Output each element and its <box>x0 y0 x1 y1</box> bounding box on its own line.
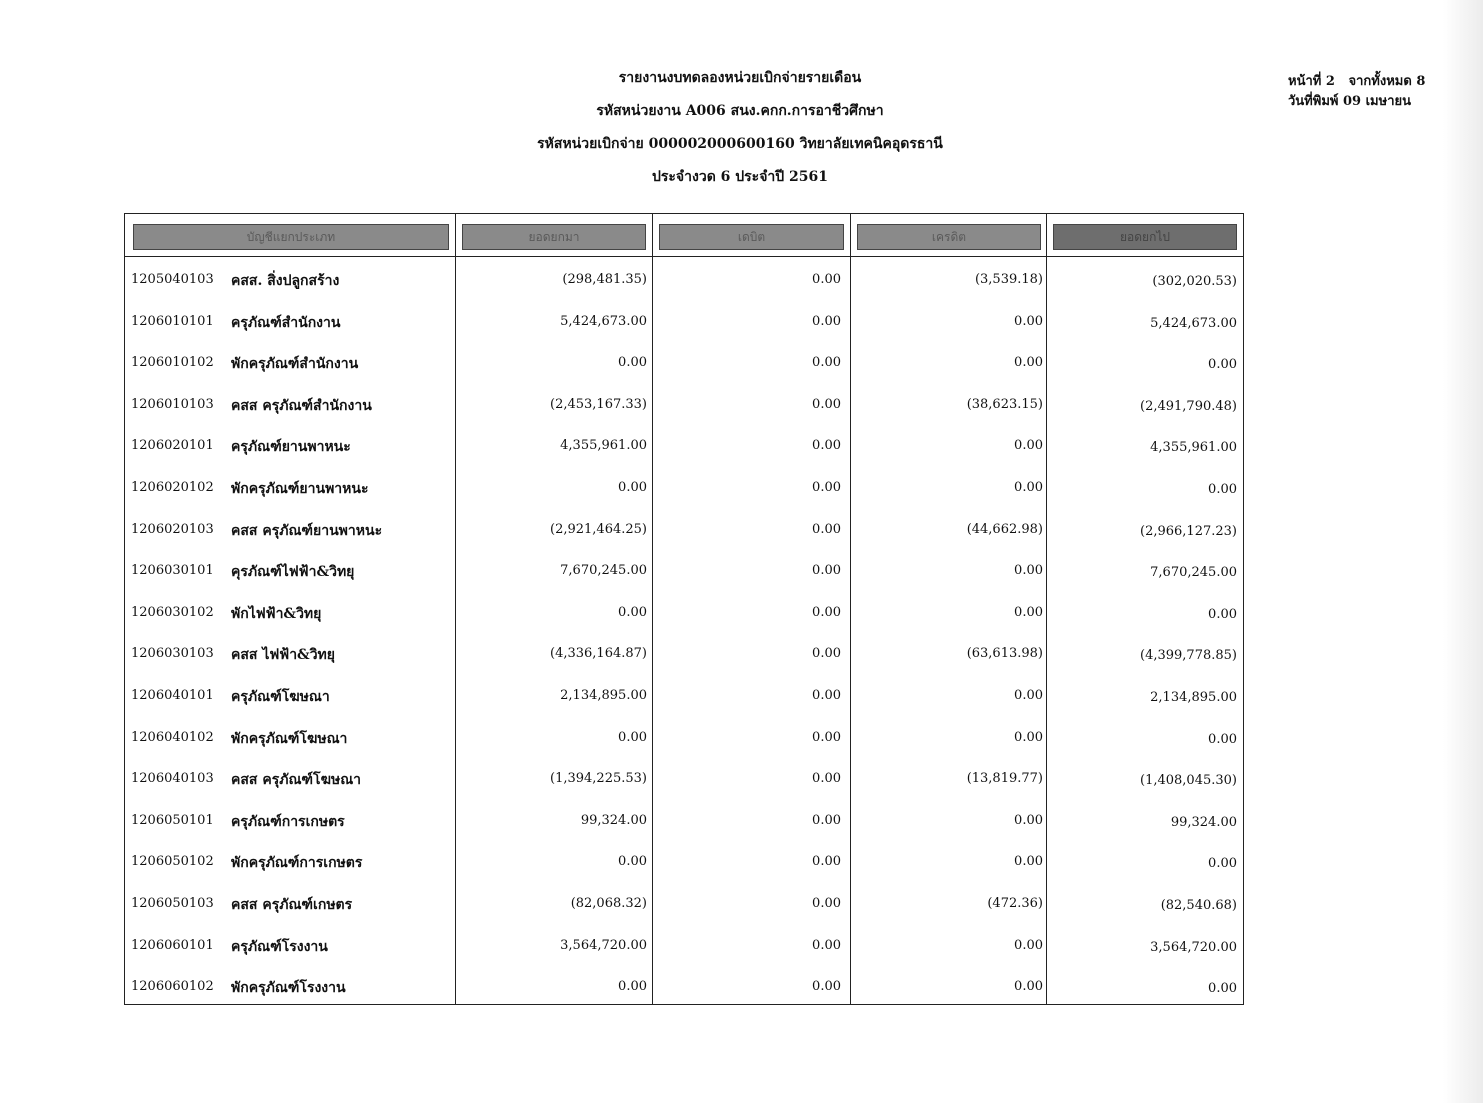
account-code: 1206030102 <box>131 604 214 620</box>
debit-value: 0.00 <box>812 646 841 662</box>
carried-forward-value: 4,355,961.00 <box>1150 440 1237 456</box>
table-row <box>125 884 1245 926</box>
table-row <box>125 718 1245 760</box>
debit-value: 0.00 <box>812 272 841 287</box>
account-code: 1206010103 <box>131 396 214 412</box>
account-name: ครุภัณฑ์สำนักงาน <box>231 314 341 331</box>
debit-value: 0.00 <box>812 521 841 537</box>
brought-forward-value: (2,921,464.25) <box>550 521 647 537</box>
credit-value: 0.00 <box>1014 438 1043 454</box>
account-code: 1206060101 <box>131 937 214 953</box>
table-row <box>125 759 1245 801</box>
debit-value: 0.00 <box>812 854 841 870</box>
account-name: ครุภัณฑ์ยานพาหนะ <box>231 439 351 456</box>
table-row <box>125 510 1245 552</box>
page-info <box>1288 72 1425 112</box>
account-name: พักครุภัณฑ์การเกษตร <box>231 855 363 872</box>
brought-forward-value: 2,134,895.00 <box>560 688 647 703</box>
table-row <box>125 302 1245 344</box>
page-number: 2 <box>1325 74 1335 89</box>
brought-forward-value: (2,453,167.33) <box>550 396 647 412</box>
table-row <box>125 551 1245 593</box>
table-row <box>125 260 1245 302</box>
header-brought-forward: ยอดยกมา <box>462 224 646 250</box>
account-name: คสส ครุภัณฑ์เกษตร <box>231 897 353 913</box>
debit-value: 0.00 <box>812 771 841 787</box>
page-label: หน้าที่ <box>1288 74 1322 89</box>
account-name: คสส ครุภัณฑ์ยานพาหนะ <box>231 522 383 539</box>
credit-value: 0.00 <box>1014 480 1043 495</box>
credit-value: 0.00 <box>1014 355 1043 371</box>
carried-forward-value: 0.00 <box>1208 856 1237 872</box>
credit-value: (472.36) <box>987 896 1043 911</box>
credit-value: 0.00 <box>1014 688 1043 703</box>
account-name: คสส ครุภัณฑ์สำนักงาน <box>231 397 372 414</box>
credit-value: 0.00 <box>1014 729 1043 745</box>
account-name: คสส. สิ่งปลูกสร้าง <box>231 273 340 289</box>
credit-value: 0.00 <box>1014 812 1043 828</box>
carried-forward-value: (302,020.53) <box>1152 274 1237 289</box>
carried-forward-value: 99,324.00 <box>1170 814 1237 830</box>
table-row <box>125 926 1245 968</box>
carried-forward-value: 0.00 <box>1208 731 1237 747</box>
credit-value: 0.00 <box>1014 854 1043 870</box>
account-code: 1206040101 <box>131 688 214 703</box>
credit-value: (44,662.98) <box>966 521 1043 537</box>
brought-forward-value: 0.00 <box>618 729 647 745</box>
table-row <box>125 842 1245 884</box>
table-row <box>125 385 1245 427</box>
period-line: ประจำงวด 6 ประจำปี 2561 <box>652 169 828 185</box>
debit-value: 0.00 <box>812 729 841 745</box>
credit-value: 0.00 <box>1014 937 1043 953</box>
header-carried-forward: ยอดยกไป <box>1053 224 1237 250</box>
brought-forward-value: (82,068.32) <box>570 896 647 911</box>
print-label: วันที่พิมพ์ <box>1288 94 1339 109</box>
debit-value: 0.00 <box>812 355 841 371</box>
trial-balance-table <box>124 213 1244 1005</box>
debit-value: 0.00 <box>812 313 841 329</box>
debit-value: 0.00 <box>812 396 841 412</box>
debit-value: 0.00 <box>812 438 841 454</box>
account-code: 1206010101 <box>131 313 214 329</box>
account-code: 1206050101 <box>131 812 214 828</box>
credit-value: (3,539.18) <box>974 272 1043 287</box>
account-name: พักครุภัณฑ์โรงงาน <box>231 980 346 997</box>
brought-forward-value: 0.00 <box>618 480 647 495</box>
debit-value: 0.00 <box>812 937 841 953</box>
account-code: 1206030103 <box>131 646 214 662</box>
report-header <box>400 62 1080 194</box>
brought-forward-value: 0.00 <box>618 355 647 371</box>
carried-forward-value: 0.00 <box>1208 357 1237 373</box>
credit-value: 0.00 <box>1014 313 1043 329</box>
brought-forward-value: (1,394,225.53) <box>550 771 647 787</box>
account-name: ครุภัณฑ์โฆษณา <box>231 689 330 705</box>
account-name: พักครุภัณฑ์โฆษณา <box>231 730 348 747</box>
carried-forward-value: 0.00 <box>1208 606 1237 622</box>
account-name: พักครุภัณฑ์ยานพาหนะ <box>231 481 369 497</box>
credit-value: (38,623.15) <box>966 396 1043 412</box>
header-debit: เดบิต <box>659 224 844 250</box>
table-row <box>125 593 1245 635</box>
carried-forward-value: 5,424,673.00 <box>1150 315 1237 331</box>
brought-forward-value: (298,481.35) <box>562 272 647 287</box>
page-number-line <box>1288 72 1425 92</box>
carried-forward-value: 0.00 <box>1208 981 1237 997</box>
table-row <box>125 967 1245 1009</box>
brought-forward-value: 0.00 <box>618 854 647 870</box>
account-name: คุรภัณฑ์ไฟฟ้า&วิทยุ <box>231 564 355 581</box>
account-code: 1206020101 <box>131 438 214 454</box>
debit-value: 0.00 <box>812 480 841 495</box>
carried-forward-value: 0.00 <box>1208 482 1237 497</box>
account-name: พักไฟฟ้า&วิทยุ <box>231 605 322 622</box>
table-row <box>125 634 1245 676</box>
agency-code-line: รหัสหน่วยงาน A006 สนง.คกก.การอาชีวศึกษา <box>596 103 884 119</box>
account-code: 1206050103 <box>131 896 214 911</box>
table-row <box>125 676 1245 718</box>
carried-forward-value: 7,670,245.00 <box>1150 565 1237 581</box>
table-row <box>125 343 1245 385</box>
brought-forward-value: 3,564,720.00 <box>560 937 647 953</box>
carried-forward-value: 3,564,720.00 <box>1150 939 1237 955</box>
carried-forward-value: (4,399,778.85) <box>1140 648 1237 664</box>
account-code: 1206060102 <box>131 979 214 995</box>
account-code: 1206030101 <box>131 563 214 579</box>
debit-value: 0.00 <box>812 604 841 620</box>
debit-value: 0.00 <box>812 979 841 995</box>
credit-value: 0.00 <box>1014 604 1043 620</box>
debit-value: 0.00 <box>812 688 841 703</box>
debit-value: 0.00 <box>812 563 841 579</box>
report-title: รายงานงบทดลองหน่วยเบิกจ่ายรายเดือน <box>618 70 862 86</box>
brought-forward-value: 0.00 <box>618 604 647 620</box>
credit-value: 0.00 <box>1014 979 1043 995</box>
carried-forward-value: (2,491,790.48) <box>1140 398 1237 414</box>
account-name: พักครุภัณฑ์สำนักงาน <box>231 356 359 373</box>
account-name: ครุภัณฑ์การเกษตร <box>231 813 345 830</box>
credit-value: (63,613.98) <box>966 646 1043 662</box>
account-name: ครุภัณฑ์โรงงาน <box>231 938 328 955</box>
carried-forward-value: (1,408,045.30) <box>1140 773 1237 789</box>
brought-forward-value: (4,336,164.87) <box>550 646 647 662</box>
carried-forward-value: (82,540.68) <box>1160 898 1237 913</box>
brought-forward-value: 7,670,245.00 <box>560 563 647 579</box>
brought-forward-value: 0.00 <box>618 979 647 995</box>
page-edge-shadow <box>1443 0 1483 1103</box>
account-name: คสส ไฟฟ้า&วิทยุ <box>231 647 335 664</box>
header-divider <box>125 256 1243 257</box>
carried-forward-value: (2,966,127.23) <box>1140 523 1237 539</box>
account-code: 1206050102 <box>131 854 214 870</box>
table-row <box>125 801 1245 843</box>
account-code: 1206040102 <box>131 729 214 745</box>
carried-forward-value: 2,134,895.00 <box>1150 690 1237 705</box>
credit-value: (13,819.77) <box>966 771 1043 787</box>
total-label: จากทั้งหมด <box>1348 74 1412 89</box>
header-credit: เครดิต <box>857 224 1041 250</box>
brought-forward-value: 99,324.00 <box>580 812 647 828</box>
disbursement-unit-line: รหัสหน่วยเบิกจ่าย 000002000600160 วิทยาลัยเทคนิคอุดรธานี <box>537 136 943 152</box>
header-account: บัญชีแยกประเภท <box>133 224 449 250</box>
account-code: 1206020103 <box>131 521 214 537</box>
account-code: 1206010102 <box>131 355 214 371</box>
debit-value: 0.00 <box>812 896 841 911</box>
account-code: 1205040103 <box>131 272 214 287</box>
account-code: 1206040103 <box>131 771 214 787</box>
brought-forward-value: 5,424,673.00 <box>560 313 647 329</box>
table-row <box>125 468 1245 510</box>
debit-value: 0.00 <box>812 812 841 828</box>
account-name: คสส ครุภัณฑ์โฆษณา <box>231 772 362 789</box>
credit-value: 0.00 <box>1014 563 1043 579</box>
print-date: 09 เมษายน <box>1343 94 1412 109</box>
table-row <box>125 426 1245 468</box>
account-code: 1206020102 <box>131 480 214 495</box>
total-pages: 8 <box>1416 74 1426 89</box>
print-date-line <box>1288 92 1425 112</box>
brought-forward-value: 4,355,961.00 <box>560 438 647 454</box>
